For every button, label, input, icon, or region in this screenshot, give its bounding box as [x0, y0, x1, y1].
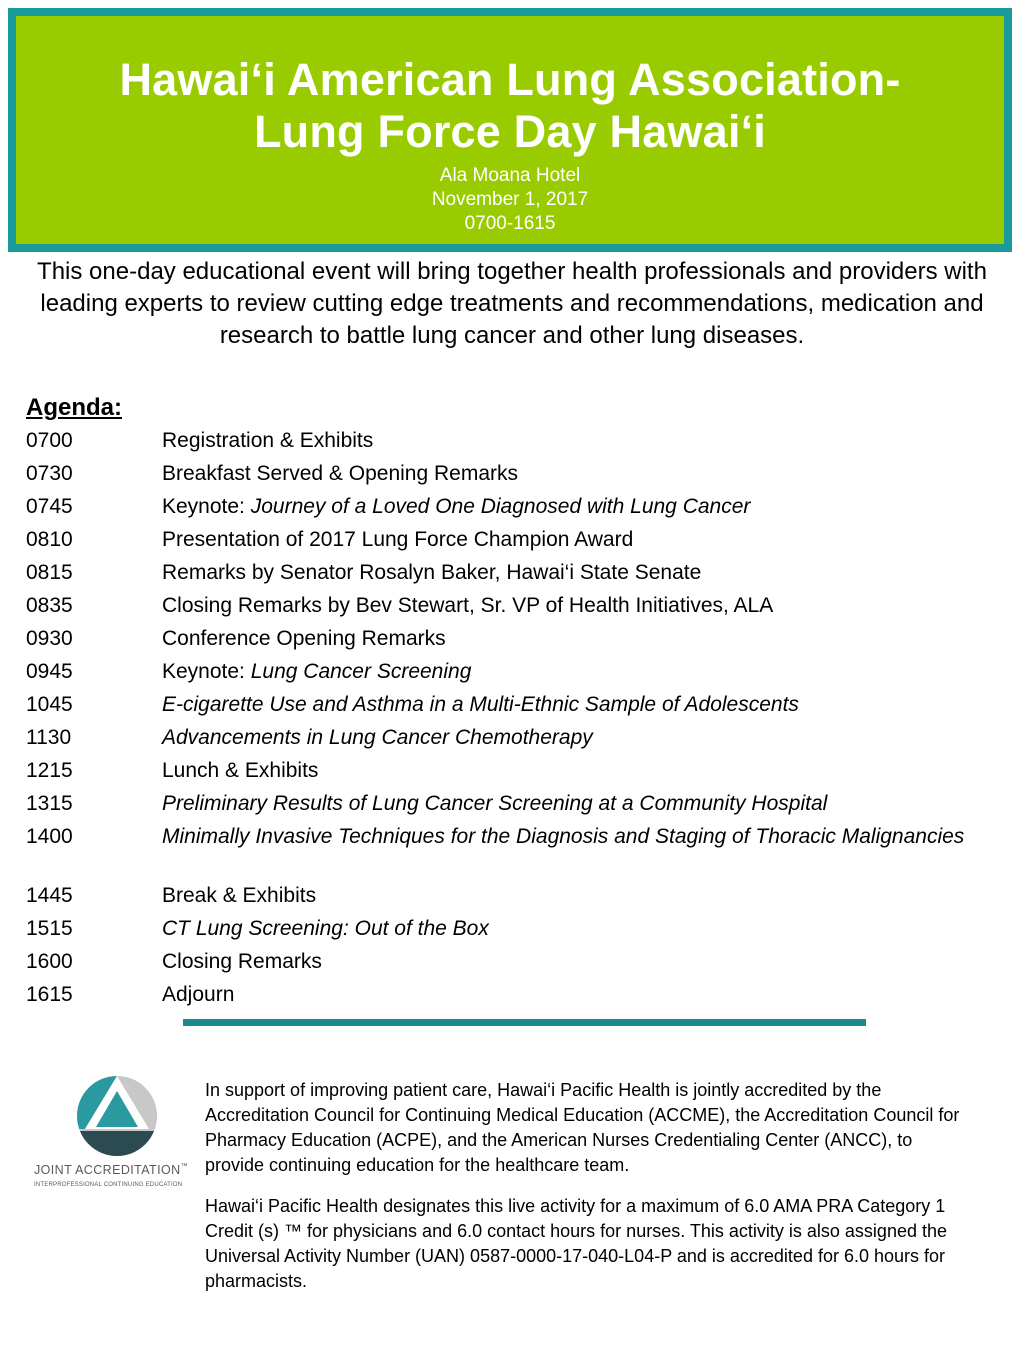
agenda-item — [162, 692, 982, 718]
agenda-row — [26, 916, 986, 949]
agenda-row — [26, 626, 986, 659]
agenda-item-text: Adjourn — [162, 983, 235, 1006]
agenda-heading: Agenda: — [26, 394, 122, 421]
logo-trademark: ™ — [180, 1163, 188, 1170]
agenda-item-title: Minimally Invasive Techniques for the Diagnosis and Staging of Thoracic Malignancies — [162, 825, 965, 848]
agenda-item — [162, 758, 982, 784]
agenda-item — [162, 494, 982, 520]
event-hours: 0700-1615 — [464, 213, 556, 234]
agenda-item-text: Presentation of 2017 Lung Force Champion Award — [162, 528, 634, 551]
joint-accreditation-logo — [30, 1071, 195, 1221]
event-date: November 1, 2017 — [431, 189, 589, 210]
agenda-item — [162, 916, 982, 942]
agenda-item — [162, 725, 982, 751]
agenda-item-text: Keynote: — [162, 660, 251, 683]
agenda-time: 0945 — [26, 660, 73, 683]
event-title — [16, 54, 1004, 158]
agenda-time: 1215 — [26, 759, 73, 782]
agenda-time: 1445 — [26, 884, 73, 907]
agenda-item-text: Conference Opening Remarks — [162, 627, 446, 650]
agenda-item — [162, 593, 982, 619]
agenda-item — [162, 461, 982, 487]
agenda-item-title: CT Lung Screening: Out of the Box — [162, 917, 489, 940]
agenda-time: 0700 — [26, 429, 73, 452]
agenda-row — [26, 949, 986, 982]
agenda-item-text: Registration & Exhibits — [162, 429, 374, 452]
agenda-item — [162, 659, 982, 685]
agenda-item-title: Journey of a Loved One Diagnosed with Lung Cancer — [250, 495, 751, 518]
agenda-row — [26, 461, 986, 494]
agenda-row — [26, 593, 986, 626]
agenda-time: 0815 — [26, 561, 73, 584]
logo-wordmark — [34, 1163, 194, 1177]
agenda-time: 1615 — [26, 983, 73, 1006]
accreditation-statement — [205, 1078, 965, 1294]
agenda-time: 1130 — [26, 726, 72, 749]
accreditation-paragraph-1: In support of improving patient care, Hawai‘i Pacific Health is jointly accredited by the Accreditation Council for Continuing Medical Education (ACCME), the Accreditation Council for Pharmacy Education (ACPE), and the American Nurses Credentialing Center (ANCC), to provide continuing education for the healthcare team. — [205, 1080, 960, 1175]
event-title-line-1: Hawai‘i American Lung Association- — [119, 54, 901, 105]
agenda-item — [162, 949, 982, 975]
agenda-item — [162, 791, 982, 817]
agenda-time: 1315 — [26, 792, 73, 815]
agenda-row — [26, 494, 986, 527]
agenda-row — [26, 883, 986, 916]
agenda-row — [26, 428, 986, 461]
agenda-list — [26, 428, 986, 1015]
agenda-time: 1045 — [26, 693, 73, 716]
agenda-item — [162, 626, 982, 652]
agenda-row — [26, 791, 986, 824]
logo-dark-segment — [70, 1131, 170, 1161]
agenda-item-title: Lung Cancer Screening — [250, 660, 472, 683]
agenda-item — [162, 428, 982, 454]
agenda-row — [26, 824, 986, 883]
agenda-row — [26, 560, 986, 593]
event-venue: Ala Moana Hotel — [439, 165, 581, 186]
agenda-row — [26, 725, 986, 758]
agenda-item-text: Keynote: — [162, 495, 251, 518]
agenda-time: 0930 — [26, 627, 73, 650]
intro-paragraph: This one-day educational event will bring together health professionals and providers with leading experts to review cutting edge treatments and recommendations, medication and research to battle lung cancer and other lung diseases. — [37, 258, 987, 349]
agenda-item-title: E-cigarette Use and Asthma in a Multi-Ethnic Sample of Adolescents — [162, 693, 799, 716]
agenda-item — [162, 527, 982, 553]
logo-name: JOINT ACCREDITATION — [34, 1163, 181, 1177]
agenda-item-text: Closing Remarks — [162, 950, 322, 973]
agenda-item-title: Preliminary Results of Lung Cancer Screening at a Community Hospital — [162, 792, 828, 815]
agenda-time: 1515 — [26, 917, 73, 940]
agenda-row — [26, 982, 986, 1015]
logo-subtitle: INTERPROFESSIONAL CONTINUING EDUCATION — [34, 1182, 183, 1188]
agenda-row — [26, 527, 986, 560]
agenda-time: 0745 — [26, 495, 73, 518]
agenda-item — [162, 824, 982, 850]
section-divider — [183, 1019, 866, 1026]
agenda-time: 0810 — [26, 528, 73, 551]
agenda-time: 0730 — [26, 462, 73, 485]
agenda-item-text: Lunch & Exhibits — [162, 759, 319, 782]
agenda-item-text: Remarks by Senator Rosalyn Baker, Hawai‘i State Senate — [162, 561, 702, 584]
agenda-item-text: Closing Remarks by Bev Stewart, Sr. VP of Health Initiatives, ALA — [162, 594, 774, 617]
agenda-row — [26, 758, 986, 791]
agenda-time: 1600 — [26, 950, 73, 973]
agenda-item-text: Break & Exhibits — [162, 884, 317, 907]
agenda-item-title: Advancements in Lung Cancer Chemotherapy — [162, 726, 593, 749]
agenda-item-text: Breakfast Served & Opening Remarks — [162, 462, 518, 485]
agenda-time: 1400 — [26, 825, 73, 848]
header-banner — [8, 8, 1012, 252]
agenda-item — [162, 883, 982, 909]
agenda-time: 0835 — [26, 594, 73, 617]
accreditation-paragraph-2: Hawai‘i Pacific Health designates this live activity for a maximum of 6.0 AMA PRA Category 1 Credit (s) ™ for physicians and 6.0 contact hours for nurses. This activity is also assigned the Universal Activity Number (UAN) 0587-0000-17-040-L04-P and is accredited for 6.0 hours for pharmacists. — [205, 1196, 947, 1291]
agenda-item — [162, 982, 982, 1008]
agenda-row — [26, 659, 986, 692]
event-title-line-2: Lung Force Day Hawai‘i — [253, 106, 766, 157]
agenda-row — [26, 692, 986, 725]
agenda-item — [162, 560, 982, 586]
